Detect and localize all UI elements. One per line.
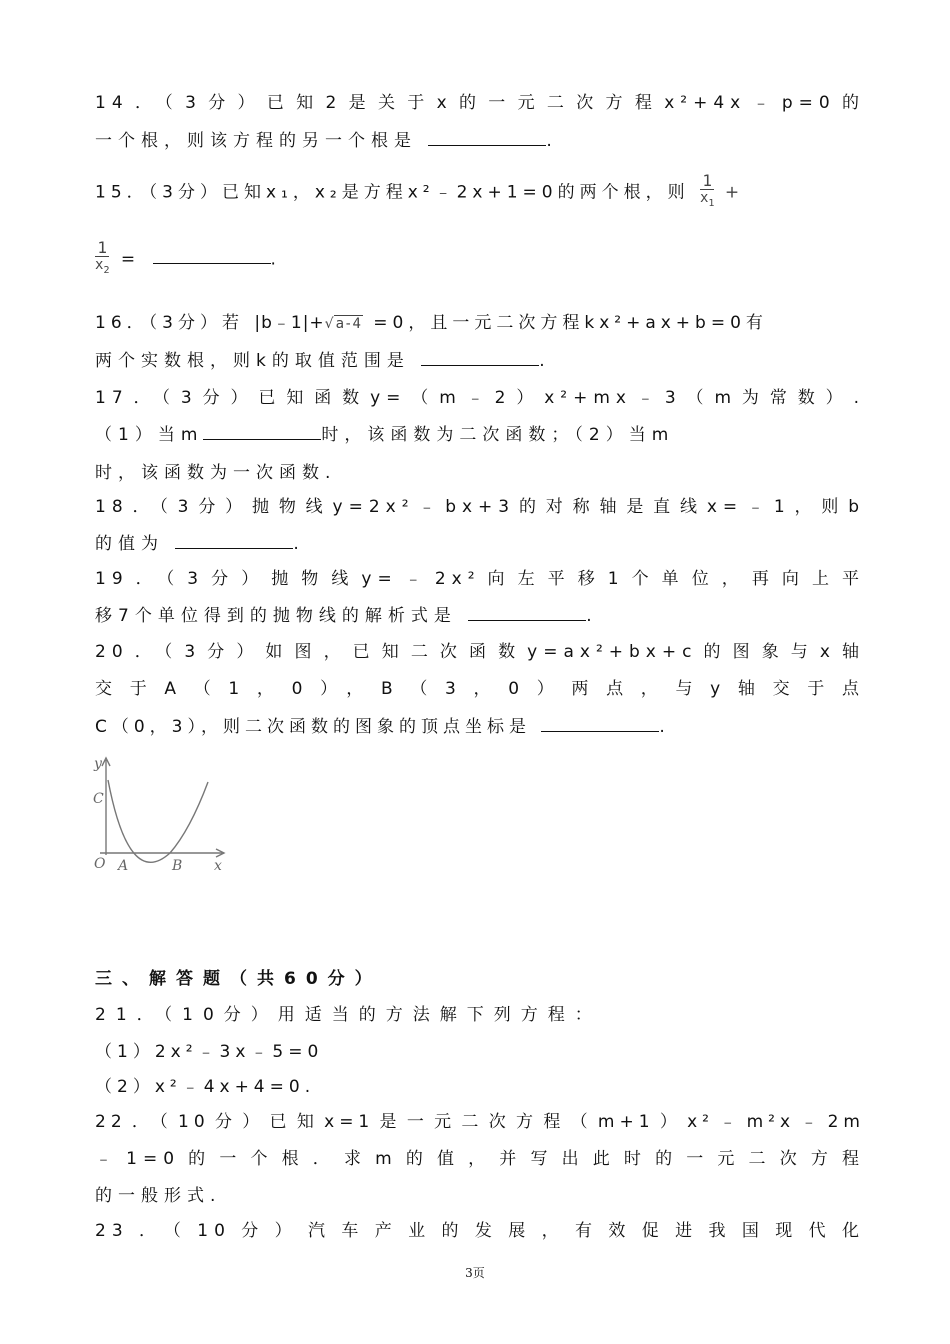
- q16-abs: |b﹣1|+: [254, 313, 325, 333]
- q15-end: .: [270, 249, 282, 270]
- q17-line1: 17．（3分）已知函数y=（m﹣2）x²+mx﹣3（m为常数）.: [95, 388, 865, 408]
- q15-plus: +: [724, 182, 745, 203]
- q14-line2: [95, 129, 865, 153]
- y-axis-label: y: [94, 756, 102, 772]
- q18-end: .: [293, 534, 305, 554]
- q17-line3: 时，该函数为一次函数.: [95, 463, 337, 483]
- q20-answer-blank: [541, 715, 659, 732]
- q14-text: 一个根，则该方程的另一个根是: [95, 131, 417, 151]
- origin-label: O: [94, 856, 106, 872]
- q16-end: .: [539, 351, 551, 371]
- q21-line2: （1）2x²﹣3x﹣5=0: [95, 1042, 324, 1062]
- q16-line2: [95, 349, 865, 373]
- q19-answer-blank: [468, 604, 586, 621]
- q16-sqrt: √ a-4: [324, 316, 361, 332]
- parabola-figure: [92, 750, 232, 875]
- q15-fraction-1: [700, 173, 714, 212]
- q18-text: 的值为: [95, 534, 164, 554]
- q16-pre: 16．（3分）若: [95, 313, 244, 333]
- q21-line1: 21．（10分）用适当的方法解下列方程：: [95, 1005, 602, 1025]
- q15-frac1-numerator: 1: [702, 171, 713, 190]
- section-title: 三、解答题（共60分）: [95, 969, 382, 989]
- q15-text: 15．（3分）已知x₁，x₂是方程x²﹣2x+1=0的两个根，则: [95, 182, 690, 203]
- q20-end: .: [659, 717, 670, 737]
- parabola-curve: [108, 780, 208, 862]
- q14-line1: 14．（3分）已知2是关于x的一元二次方程x²+4x﹣p=0的: [95, 93, 865, 113]
- q16-text: 两个实数根，则k的取值范围是: [95, 351, 410, 371]
- q21-line3: （2）x²﹣4x+4=0.: [95, 1077, 316, 1097]
- q17-post: 时，该函数为二次函数；（2）当m: [321, 425, 675, 445]
- q18-line2: [95, 532, 865, 556]
- q16-line1: [95, 311, 865, 336]
- q23-line1: 23．（10分）汽车产业的发展，有效促进我国现代化: [95, 1221, 865, 1241]
- q19-text: 移7个单位得到的抛物线的解析式是: [95, 606, 457, 626]
- q15-answer-blank: [153, 247, 271, 264]
- q19-line2: [95, 604, 865, 628]
- q22-line2: ﹣1=0的一个根．求m的值，并写出此时的一元二次方程: [95, 1149, 865, 1169]
- q20-line3: [95, 715, 865, 739]
- page-number: 3页: [465, 1266, 485, 1280]
- q15-equals: =: [120, 249, 142, 270]
- q19-end: .: [586, 606, 598, 626]
- point-a-label: A: [118, 858, 129, 874]
- q14-end: .: [546, 131, 558, 151]
- q15-line1: [95, 173, 865, 212]
- q16-post: =0，且一元二次方程kx²+ax+b=0有: [373, 313, 768, 333]
- q15-frac2-denominator: $x_2$: [95, 257, 110, 276]
- q14-answer-blank: [428, 129, 546, 146]
- q20-line1: 20．（3分）如图，已知二次函数y=ax²+bx+c的图象与x轴: [95, 642, 865, 662]
- q19-line1: 19．（3分）抛物线y=﹣2x²向左平移1个单位，再向上平: [95, 569, 865, 589]
- point-c-label: C: [93, 791, 104, 807]
- q16-answer-blank: [421, 349, 539, 366]
- q20-text: C（0，3），则二次函数的图象的顶点坐标是: [95, 717, 532, 737]
- q17-pre: （1）当m: [95, 425, 204, 445]
- q22-line3: 的一般形式.: [95, 1186, 222, 1206]
- q20-line2: 交于A（1，0），B（3，0）两点，与y轴交于点: [95, 679, 865, 699]
- q17-answer-blank: [203, 423, 321, 440]
- q15-frac2-numerator: 1: [97, 238, 108, 257]
- q15-line2: [95, 240, 865, 279]
- q22-line1: 22．（10分）已知x=1是一元二次方程（m+1）x²﹣m²x﹣2m: [95, 1112, 865, 1132]
- q17-line2: [95, 423, 865, 447]
- q15-fraction-2: [95, 240, 109, 279]
- q18-line1: 18．（3分）抛物线y=2x²﹣bx+3的对称轴是直线x=﹣1，则b: [95, 497, 865, 517]
- q15-frac1-denominator: $x_1$: [699, 190, 715, 209]
- point-b-label: B: [172, 858, 183, 874]
- x-axis-label: x: [214, 858, 222, 874]
- q18-answer-blank: [175, 532, 293, 549]
